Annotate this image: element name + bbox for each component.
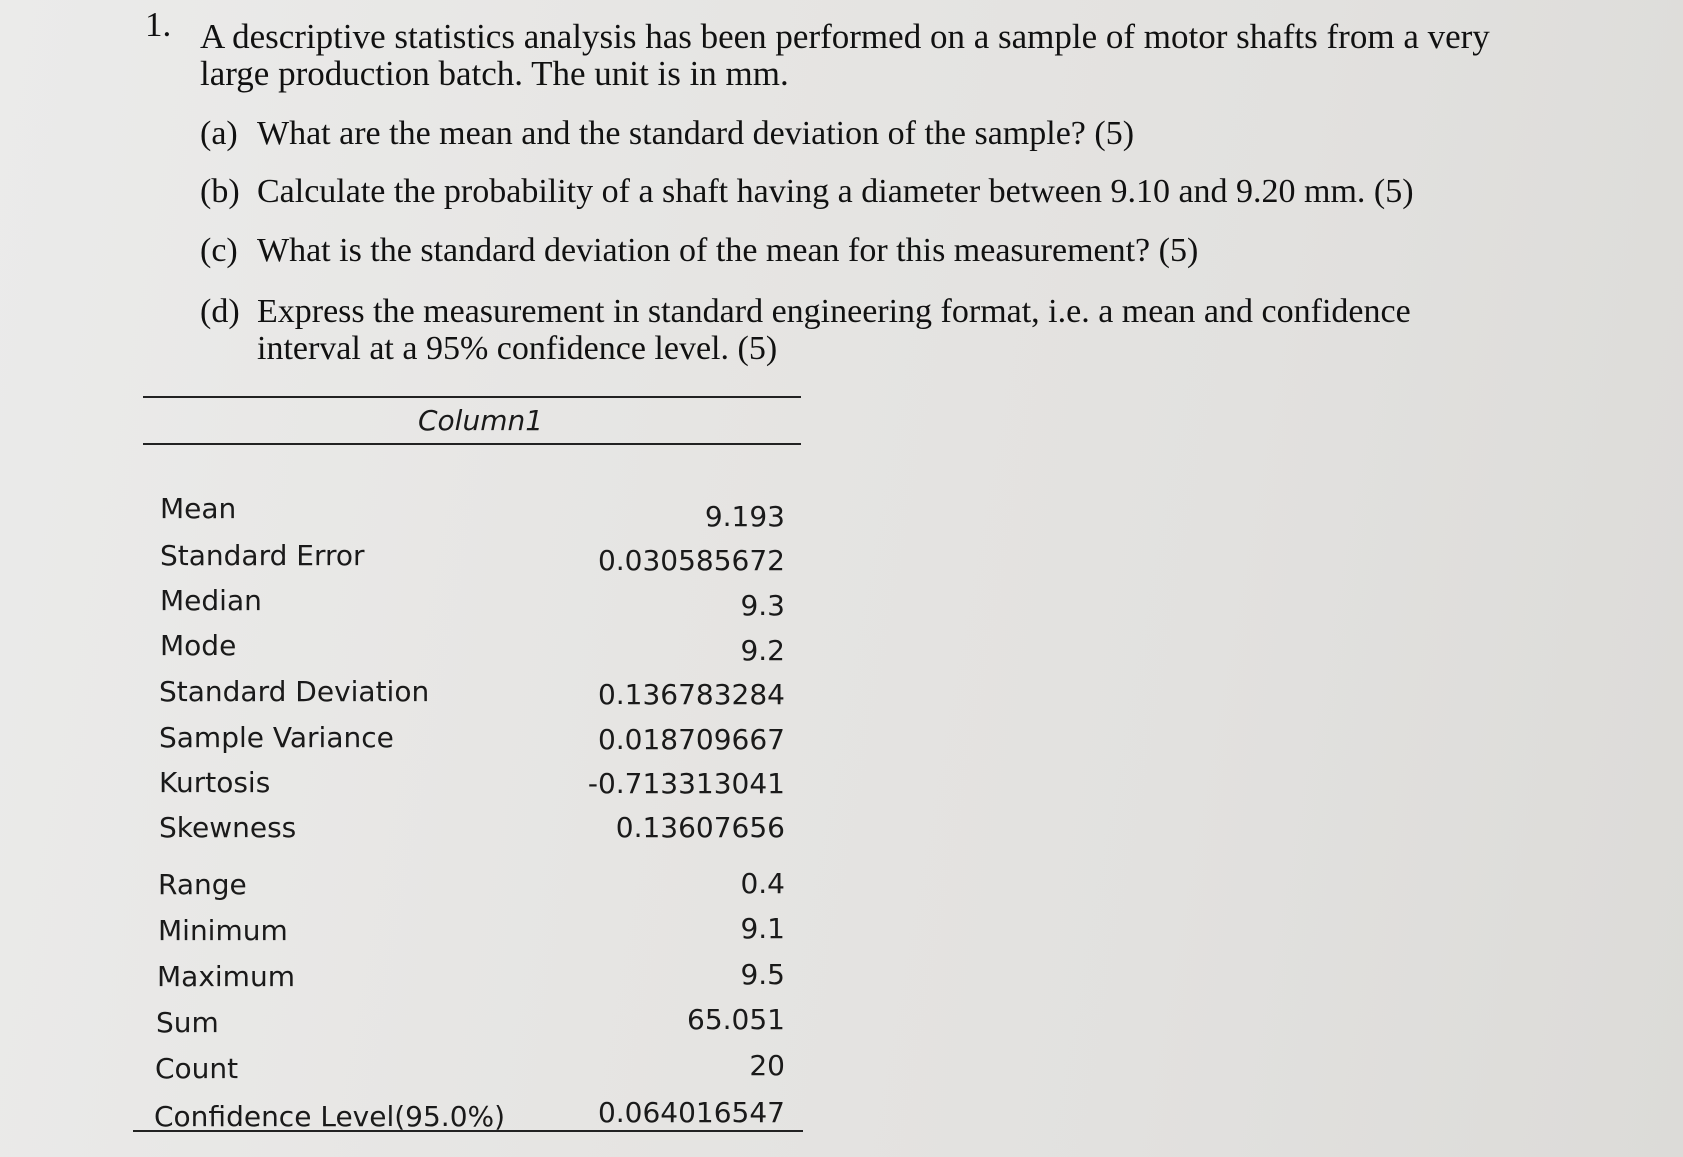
stat-value-count: 20 <box>749 1049 785 1082</box>
stat-value-sample-variance: 0.018709667 <box>597 723 785 756</box>
stat-label-mode: Mode <box>160 629 237 662</box>
stat-value-mean: 9.193 <box>704 500 785 533</box>
stat-value-maximum: 9.5 <box>740 958 785 991</box>
stat-label-standard-error: Standard Error <box>160 539 365 572</box>
stat-value-skewness: 0.13607656 <box>615 811 785 844</box>
part-label: (a) <box>200 115 238 152</box>
stat-label-skewness: Skewness <box>159 811 297 844</box>
question-number: 1. <box>145 5 172 44</box>
part-text: What is the standard deviation of the mean for this measurement? (5) <box>257 232 1199 269</box>
stat-label-maximum: Maximum <box>157 960 295 993</box>
stat-label-minimum: Minimum <box>158 914 288 947</box>
part-label: (b) <box>200 173 240 210</box>
stat-label-confidence-level: Confidence Level(95.0%) <box>154 1100 506 1133</box>
stat-value-mode: 9.2 <box>740 634 785 667</box>
part-text: What are the mean and the standard deviation of the sample? (5) <box>257 115 1135 152</box>
table-header-rule <box>143 443 801 445</box>
part-text: Calculate the probability of a shaft having a diameter between 9.10 and 9.20 mm. (5) <box>257 173 1414 210</box>
table-top-rule <box>143 396 801 398</box>
part-text: Express the measurement in standard engineering format, i.e. a mean and confidence interval at a 95% confidence level. (5) <box>257 293 1411 367</box>
stat-value-kurtosis: -0.713313041 <box>587 767 785 800</box>
stat-value-confidence-level: 0.064016547 <box>597 1096 785 1129</box>
stat-value-standard-deviation: 0.136783284 <box>597 678 785 711</box>
stat-label-mean: Mean <box>160 492 237 525</box>
question-text: A descriptive statistics analysis has been performed on a sample of motor shafts from a very large production batch. The unit is in mm. <box>200 17 1490 93</box>
stat-label-median: Median <box>160 584 262 617</box>
stat-value-range: 0.4 <box>740 867 785 900</box>
part-label: (c) <box>200 232 238 269</box>
stat-label-standard-deviation: Standard Deviation <box>159 675 430 708</box>
stat-label-range: Range <box>158 868 247 901</box>
stat-label-sum: Sum <box>156 1006 219 1039</box>
stat-value-median: 9.3 <box>740 589 785 622</box>
stat-label-sample-variance: Sample Variance <box>159 721 394 754</box>
part-label: (d) <box>200 293 240 330</box>
stat-label-kurtosis: Kurtosis <box>159 766 271 799</box>
stat-value-standard-error: 0.030585672 <box>597 544 785 577</box>
stat-value-sum: 65.051 <box>687 1003 785 1036</box>
table-column-header: Column1 <box>418 404 544 437</box>
stat-label-count: Count <box>155 1052 239 1085</box>
stat-value-minimum: 9.1 <box>740 912 785 945</box>
